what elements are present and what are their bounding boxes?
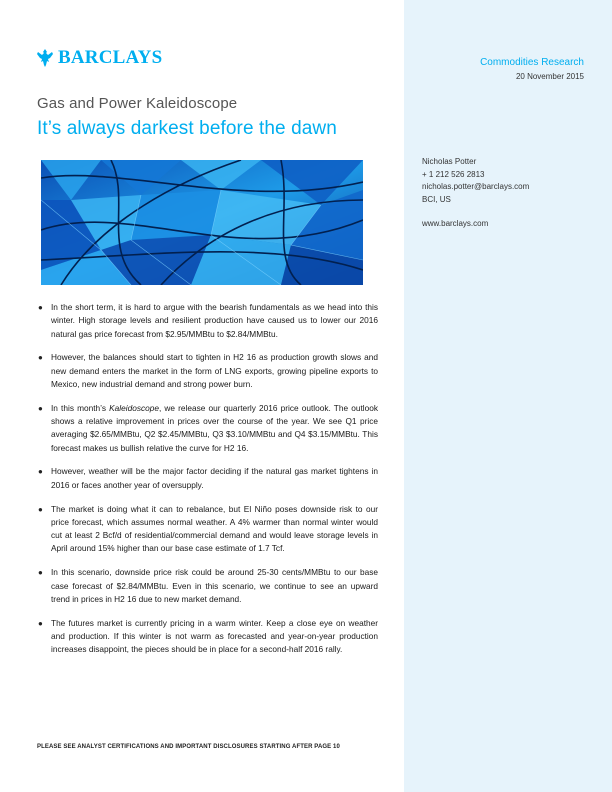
bullet-dot-icon: ● (38, 403, 43, 413)
hero-image (41, 160, 363, 285)
list-item: ● However, weather will be the major factor deciding if the natural gas market tightens in 2016 or faces another year of oversupply. (38, 466, 378, 490)
bullet-dot-icon: ● (38, 353, 43, 363)
list-item: ● In the short term, it is hard to argue with the bearish fundamentals as we head into this winter. High storage levels and resilient production have caused us to lower our 2016 natural gas price forecast from $2.95/MMBtu to $2.84/MMBtu. (38, 302, 378, 339)
analyst-name: Nicholas Potter (422, 157, 477, 166)
list-item: ● In this month’s Kaleidoscope, we release our quarterly 2016 price outlook. The outlook shows a relative improvement in prices over the course of the year. We see Q1 price averaging $2.65/MMBtu, Q2 $2.45/MMBtu, Q3 $3.10/MMBtu and Q4 $3.15/MMBtu. This forecast makes us bullish relative the curve for H2 16. (38, 402, 378, 453)
bullet-dot-icon: ● (38, 618, 43, 628)
page-title: It’s always darkest before the dawn (37, 118, 337, 139)
series-title: Gas and Power Kaleidoscope (37, 95, 238, 112)
sidebar-panel (404, 0, 612, 792)
bullet-dot-icon: ● (38, 568, 43, 578)
bullet-dot-icon: ● (38, 467, 43, 477)
disclosure-footer: PLEASE SEE ANALYST CERTIFICATIONS AND IMPORTANT DISCLOSURES STARTING AFTER PAGE 10 (37, 744, 340, 750)
list-item: ● In this scenario, downside price risk could be around 25-30 cents/MMBtu to our base case forecast of $2.84/MMBtu. Even in this scenario, we continue to see an upward trend in prices in H2 16 due to new market demand. (38, 567, 378, 604)
analyst-contact (422, 156, 529, 206)
list-item: ● The futures market is currently pricing in a warm winter. Keep a close eye on weather and production. If this winter is not warm as forecasted and year-on-year production increases disappoint, the pieces should be in place for a second-half 2016 rally. (38, 617, 378, 655)
analyst-phone: + 1 212 526 2813 (422, 169, 485, 179)
report-date: 20 November 2015 (515, 72, 584, 81)
website-link[interactable]: www.barclays.com (422, 219, 489, 228)
analyst-entity: BCI, US (422, 194, 451, 204)
list-item: ● However, the balances should start to tighten in H2 16 as production growth slows and new demand enters the market in the form of LNG exports, growing pipeline exports to Mexico, new industrial demand and strong power burn. (38, 352, 378, 389)
barclays-logo (36, 46, 162, 70)
list-item: ● The market is doing what it can to rebalance, but El Niño poses downside risk to our price forecast, which assumes normal weather. A 4% warmer than normal winter would cut at least 2 Bcf/d of residential/commercial demand and would leave storage levels in April around 15% higher than our base case estimate of 1.7 Tcf. (38, 503, 378, 554)
eagle-icon (36, 48, 54, 68)
bullet-dot-icon: ● (38, 504, 43, 514)
department-label: Commodities Research (480, 57, 584, 68)
summary-bullets (38, 301, 378, 667)
bullet-dot-icon: ● (38, 303, 43, 312)
analyst-email[interactable]: nicholas.potter@barclays.com (422, 182, 530, 191)
brand-name: BARCLAYS (58, 47, 163, 68)
